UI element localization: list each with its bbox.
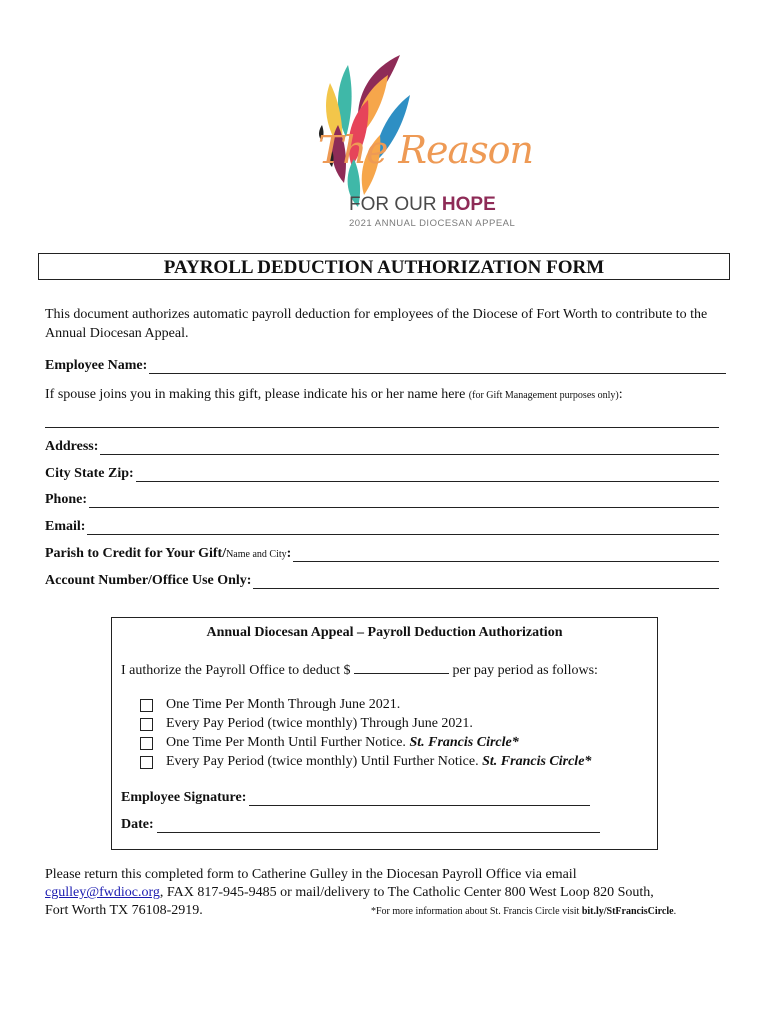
city-state-zip-label: City State Zip: [45,466,134,481]
date-line[interactable] [157,819,600,833]
intro-paragraph: This document authorizes automatic payroll deduction for employees of the Diocese of Fort Worth to contribute to the Annual Diocesan Appeal. [45,307,708,341]
employee-name-line[interactable] [149,358,726,374]
parish-label [45,546,291,562]
email-link[interactable]: cgulley@fwdioc.org [45,885,160,900]
footer-line-2-rest: , FAX 817-945-9485 or mail/delivery to The Catholic Center 800 West Loop 820 South, [159,885,654,900]
logo-for-our-hope [349,194,496,216]
city-state-zip-line[interactable] [136,466,719,482]
option-pay-period-until-notice[interactable] [140,754,591,770]
employee-name-label: Employee Name: [45,358,148,373]
footnote-end: . [673,906,677,917]
authorization-title: Annual Diocesan Appeal – Payroll Deduction Authorization [206,625,563,640]
parish-line[interactable] [293,546,719,562]
parish-colon: : [286,546,292,561]
address-line[interactable] [100,439,719,455]
account-number-label: Account Number/Office Use Only: [45,573,252,588]
option-text: One Time Per Month Through June 2021. [166,697,401,712]
date-field[interactable] [121,817,600,833]
date-label: Date: [121,817,154,832]
city-state-zip-field[interactable] [45,466,719,482]
logo-script-title: The Reason [318,128,533,172]
parish-label-text: Parish to Credit for Your Gift/ [45,546,227,561]
account-number-line[interactable] [253,573,719,589]
footnote-link[interactable]: bit.ly/StFrancisCircle [581,906,674,917]
option-monthly-june[interactable] [140,697,400,713]
employee-signature-field[interactable] [121,790,590,806]
address-field[interactable] [45,439,719,455]
spouse-text: If spouse joins you in making this gift, please indicate his or her name here [45,387,466,402]
footer-line-1: Please return this completed form to Catherine Gulley in the Diocesan Payroll Office via email [45,867,577,882]
logo-hope: HOPE [441,194,496,215]
spouse-colon: : [618,387,623,402]
spouse-instruction [45,387,623,403]
option-text: One Time Per Month Until Further Notice. [166,735,406,750]
st-francis-footnote [371,906,676,917]
employee-name-field[interactable] [45,358,726,374]
form-title-box [38,253,730,280]
address-label: Address: [45,439,99,454]
option-text: Every Pay Period (twice monthly) Until Further Notice. [166,754,479,769]
parish-field[interactable] [45,546,719,562]
phone-line[interactable] [89,492,719,508]
st-francis-circle-emph: St. Francis Circle* [409,735,519,750]
st-francis-circle-emph: St. Francis Circle* [482,754,592,769]
authorization-box [111,617,658,850]
authorization-line-after: per pay period as follows: [449,663,598,678]
spouse-name-line[interactable] [45,427,719,428]
account-number-field[interactable] [45,573,719,589]
checkbox[interactable] [140,737,153,750]
form-title: PAYROLL DEDUCTION AUTHORIZATION FORM [163,257,605,278]
phone-label: Phone: [45,492,87,507]
option-text: Every Pay Period (twice monthly) Through June 2021. [166,716,473,731]
footer-line-2 [45,884,735,902]
footnote-text: *For more information about St. Francis Circle visit [371,906,582,917]
checkbox[interactable] [140,756,153,769]
checkbox[interactable] [140,718,153,731]
authorization-line-before: I authorize the Payroll Office to deduct $ [121,663,354,678]
email-label: Email: [45,519,86,534]
employee-signature-label: Employee Signature: [121,790,247,805]
email-line[interactable] [87,519,719,535]
email-field[interactable] [45,519,719,535]
logo-for-our: FOR OUR [349,194,437,215]
checkbox[interactable] [140,699,153,712]
option-pay-period-june[interactable] [140,716,473,732]
spouse-note: (for Gift Management purposes only) [468,390,619,401]
phone-field[interactable] [45,492,719,508]
authorization-amount-line [121,661,598,679]
employee-signature-line[interactable] [249,792,590,806]
parish-note: Name and City [226,549,287,560]
logo-subtitle: 2021 ANNUAL DIOCESAN APPEAL [349,218,516,229]
option-monthly-until-notice[interactable] [140,735,519,751]
footer-line-3: Fort Worth TX 76108-2919. [45,903,203,918]
deduction-amount-field[interactable] [354,661,449,674]
